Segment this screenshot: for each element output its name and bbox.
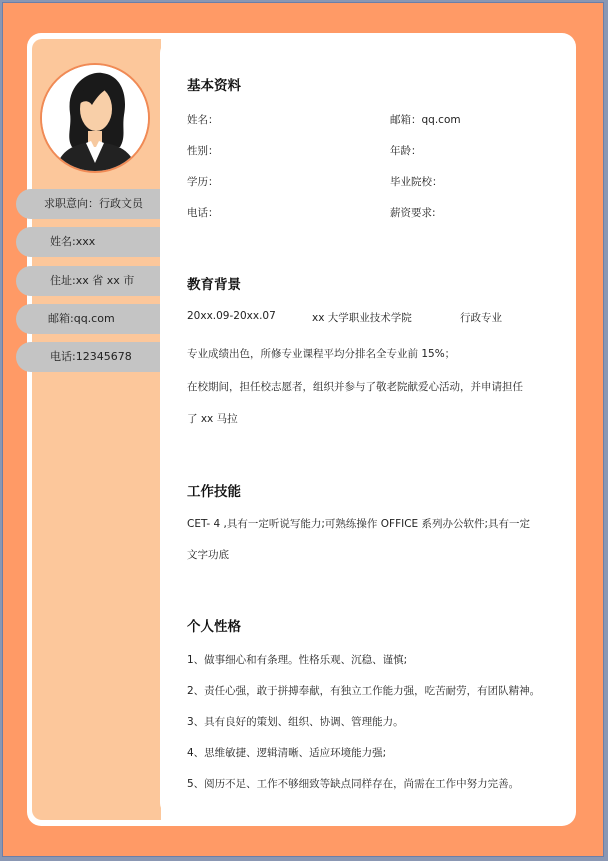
education-line: 了 xx 马拉 [187, 413, 238, 425]
education-label: 学历： [187, 176, 219, 188]
personality-title: 个人性格 [187, 619, 241, 635]
education-major: 行政专业 [460, 312, 502, 324]
phone-label: 电话： [187, 207, 219, 219]
sidebar-item-label: 求职意向：行政文员 [44, 197, 143, 210]
school-label: 毕业院校： [390, 176, 443, 188]
name-label: 姓名： [187, 114, 219, 126]
gender-label: 性别： [187, 145, 219, 157]
education-line: 专业成绩出色，所修专业课程平均分排名全专业前 15%； [187, 348, 456, 360]
sidebar-item-label: 邮箱:qq.com [48, 312, 115, 325]
salary-label: 薪资要求: [390, 207, 436, 219]
sidebar-item-phone [16, 342, 160, 372]
personality-item: 5、阅历不足、工作不够细致等缺点同样存在，尚需在工作中努力完善。 [187, 778, 520, 790]
personality-item: 4、思维敏捷、逻辑清晰、适应环境能力强; [187, 747, 387, 759]
sidebar-item-label: 电话:12345678 [50, 350, 132, 363]
personality-item: 2、责任心强，敢于拼搏奉献，有独立工作能力强，吃苦耐劳，有团队精神。 [187, 685, 541, 697]
sidebar-item-label: 姓名:xxx [50, 235, 96, 248]
email-label: 邮箱：qq.com [390, 114, 461, 126]
basic-info-title: 基本资料 [187, 78, 241, 94]
skills-line: CET- 4 ,具有一定听说写能力;可熟练操作 OFFICE 系列办公软件;具有一定 [187, 518, 531, 530]
avatar-illustration [42, 65, 148, 171]
age-label: 年龄： [390, 145, 422, 157]
sidebar-item-objective [16, 189, 160, 219]
sidebar-item-address [16, 266, 160, 296]
sidebar-item-email [16, 304, 160, 334]
personality-item: 3、具有良好的策划、组织、协调、管理能力。 [187, 716, 404, 728]
education-school: xx 大学职业技术学院 [312, 312, 412, 324]
avatar [40, 63, 150, 173]
personality-item: 1、做事细心和有条理。性格乐观、沉稳、谨慎; [187, 654, 408, 666]
education-period: 20xx.09-20xx.07 [187, 310, 276, 322]
sidebar-item-label: 住址:xx 省 xx 市 [50, 274, 135, 287]
sidebar-item-name [16, 227, 160, 257]
skills-title: 工作技能 [187, 484, 241, 500]
main-content [160, 41, 567, 815]
skills-line: 文字功底 [187, 549, 229, 561]
education-line: 在校期间，担任校志愿者，组织并参与了敬老院献爱心活动，并申请担任 [187, 381, 523, 393]
education-title: 教育背景 [187, 277, 241, 293]
